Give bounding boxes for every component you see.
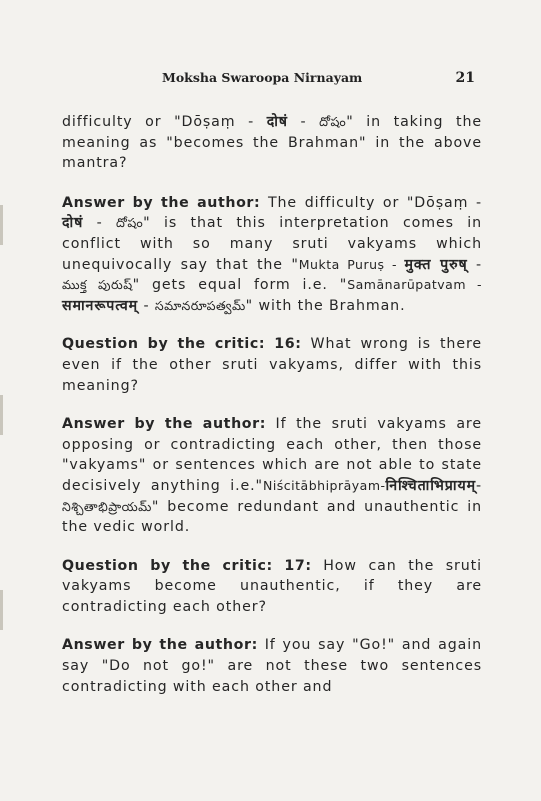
text: - xyxy=(83,215,117,232)
telugu-term: సమానరూపత్వమ్ xyxy=(154,297,246,313)
devanagari-term: दोषं xyxy=(266,114,288,130)
devanagari-term: निश्चिताभिप्रायम् xyxy=(385,477,476,494)
question-label: Question by the critic: 16: xyxy=(62,336,302,353)
text: - xyxy=(467,256,482,273)
transliteration: Niścitābhiprāyam- xyxy=(262,477,386,493)
text: - xyxy=(287,114,320,130)
page-header xyxy=(62,70,479,92)
paragraph-answer xyxy=(62,193,482,317)
page-number: 21 xyxy=(455,70,475,86)
text: The difficulty or "Dōṣaṃ - xyxy=(260,194,482,211)
telugu-term: ముక్త పురుష్ xyxy=(62,277,133,293)
telugu-term: దోషం xyxy=(319,114,347,129)
answer-label: Answer by the author: xyxy=(62,194,261,211)
answer-label: Answer by the author: xyxy=(62,637,258,654)
devanagari-term: मुक्त पुरुष् xyxy=(404,256,468,273)
telugu-term: దోషం xyxy=(116,215,144,231)
devanagari-term: दोषं xyxy=(62,215,84,232)
text: If the sruti vakyams are opposing or contradicting each other, then those "vakyams" or sentences which are not able to state decisively anything i.e." xyxy=(62,416,482,494)
binding-gutter-mark xyxy=(0,395,3,435)
devanagari-term: समानरूपत्वम् xyxy=(62,297,139,314)
transliteration: Mukta Puruṣ - xyxy=(298,256,405,272)
text: " is that this interpretation comes in conflict with so many sruti vakyams which unequivocally say that the " xyxy=(62,215,482,273)
text: " in taking the meaning as "becomes the Brahman" in the above mantra? xyxy=(62,114,482,172)
page-body xyxy=(62,112,482,697)
question-label: Question by the critic: 17: xyxy=(62,557,312,574)
text: " with the Brahman. xyxy=(245,297,406,314)
text: " become redundant and unauthentic in the vedic world. xyxy=(62,498,482,536)
transliteration: Samānarūpatvam - xyxy=(347,277,482,293)
text: - xyxy=(138,297,155,314)
paragraph-question xyxy=(62,556,482,618)
text: difficulty or "Dōṣaṃ - xyxy=(62,114,267,130)
running-title: Moksha Swaroopa Nirnayam xyxy=(162,70,363,85)
paragraph-question-continuation xyxy=(62,112,482,174)
paragraph-answer xyxy=(62,635,482,697)
binding-gutter-mark xyxy=(0,590,3,630)
binding-gutter-mark xyxy=(0,205,3,245)
paragraph-question xyxy=(62,334,482,396)
text: " gets equal form i.e. " xyxy=(132,277,348,294)
text: How can the sruti vakyams become unauthentic, if they are contradicting each other? xyxy=(62,557,482,615)
text: If you say "Go!" and again say "Do not go!" are not these two sentences contradicting with each other and xyxy=(62,637,482,695)
text: What wrong is there even if the other sruti vakyams, differ with this meaning? xyxy=(62,336,482,394)
answer-label: Answer by the author: xyxy=(62,416,266,433)
paragraph-answer xyxy=(62,414,482,538)
text: - xyxy=(475,477,482,494)
telugu-term: నిశ్చితాభిప్రాయమ్ xyxy=(62,498,152,514)
